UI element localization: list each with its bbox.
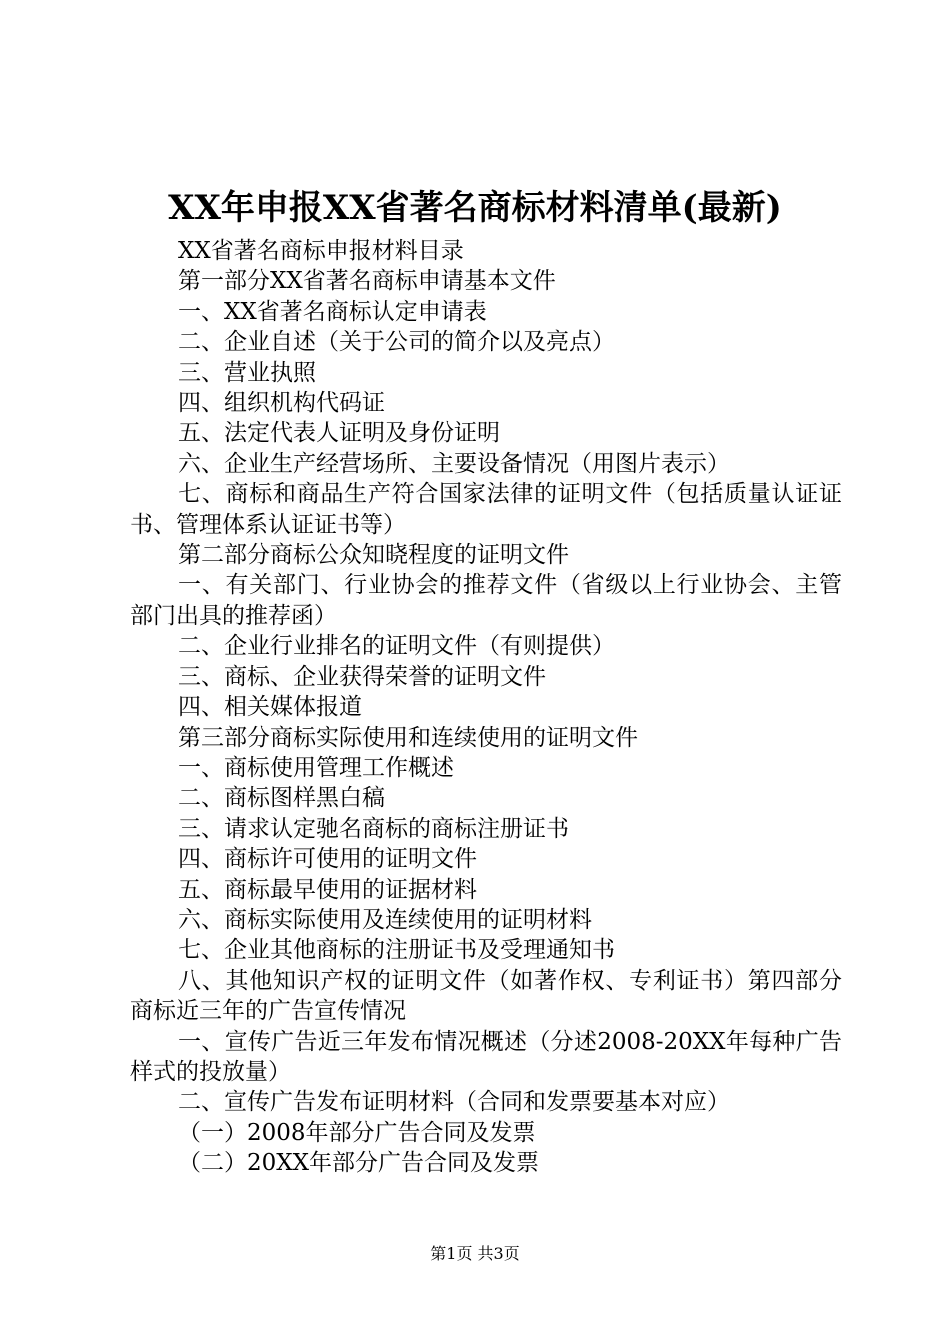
list-item: （二）20XX年部分广告合同及发票 [178,1150,540,1177]
list-item: 三、商标、企业获得荣誉的证明文件 [178,663,546,690]
document-body [130,236,842,1179]
list-item: 四、商标许可使用的证明文件 [178,846,477,873]
list-item: 六、商标实际使用及连续使用的证明材料 [178,906,592,933]
list-item: 一、有关部门、行业协会的推荐文件（省级以上行业协会、主管部门出具的推荐函） [130,572,842,629]
list-item: 一、宣传广告近三年发布情况概述（分述2008-20XX年每种广告样式的投放量） [130,1028,842,1085]
document-title: XX年申报XX省著名商标材料清单(最新) [168,188,782,228]
section-heading: 第一部分XX省著名商标申请基本文件 [178,268,556,295]
list-item: 五、法定代表人证明及身份证明 [178,420,500,447]
list-item: 四、组织机构代码证 [178,390,385,417]
section-heading: 第三部分商标实际使用和连续使用的证明文件 [178,724,638,751]
list-item: 七、商标和商品生产符合国家法律的证明文件（包括质量认证证书、管理体系认证证书等） [130,481,842,538]
paragraph: XX省著名商标申报材料目录 [178,238,464,264]
section-heading: 第二部分商标公众知晓程度的证明文件 [178,542,569,569]
list-item: 二、企业行业排名的证明文件（有则提供） [178,633,615,660]
list-item: 二、企业自述（关于公司的简介以及亮点） [178,329,615,356]
list-item: 五、商标最早使用的证据材料 [178,876,477,903]
list-item: 三、请求认定驰名商标的商标注册证书 [178,815,569,842]
page-number: 第1页 共3页 [430,1244,520,1263]
list-item: 一、XX省著名商标认定申请表 [178,298,487,325]
list-item: 一、商标使用管理工作概述 [178,754,454,781]
page-footer [0,1244,950,1264]
list-item: 四、相关媒体报道 [178,694,362,721]
list-item: 三、营业执照 [178,359,316,386]
list-item: 八、其他知识产权的证明文件（如著作权、专利证书）第四部分商标近三年的广告宣传情况 [130,967,842,1025]
list-item: 二、商标图样黑白稿 [178,785,385,812]
list-item: 七、企业其他商标的注册证书及受理通知书 [178,937,615,964]
list-item: （一）2008年部分广告合同及发票 [178,1119,536,1146]
list-item: 二、宣传广告发布证明材料（合同和发票要基本对应） [178,1089,730,1116]
list-item: 六、企业生产经营场所、主要设备情况（用图片表示） [178,450,730,477]
